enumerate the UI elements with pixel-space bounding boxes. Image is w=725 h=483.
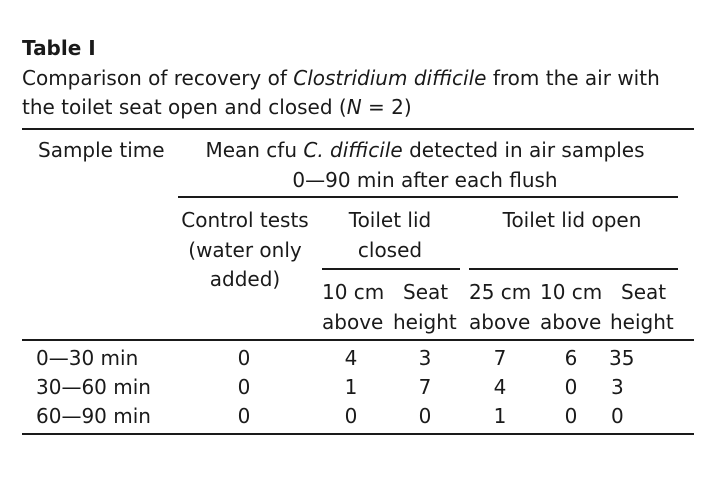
mean-cfu-header-line-2: 0—90 min after each flush [292, 168, 558, 192]
row-2-cell-closed-seat: 0 [418, 404, 432, 428]
sub-header-open-25cm-line-2: above [469, 310, 531, 334]
row-1-cell-control: 0 [237, 375, 251, 399]
row-1-cell-open-seat: 3 [611, 375, 624, 399]
row-2-cell-open-seat: 0 [611, 404, 624, 428]
sub-header-open-seat: Seat [621, 280, 667, 304]
row-0-cell-open-seat: 35 [609, 346, 635, 370]
control-tests-header: Control tests [181, 208, 309, 232]
table-caption-line-2: the toilet seat open and closed (N = 2) [22, 95, 412, 119]
row-1-cell-open-25cm: 4 [493, 375, 507, 399]
row-1-cell-open-10cm: 0 [564, 375, 578, 399]
sub-header-open-seat-line-2: height [610, 310, 674, 334]
row-1-cell-closed-seat: 7 [418, 375, 432, 399]
row-2-time: 60—90 min [36, 404, 151, 428]
sub-header-open-10cm: 10 cm [540, 280, 603, 304]
closed-rule [322, 268, 460, 270]
row-2-cell-closed-10cm: 0 [344, 404, 358, 428]
row-0-cell-open-10cm: 6 [564, 346, 578, 370]
row-1-time: 30—60 min [36, 375, 151, 399]
row-2-cell-open-10cm: 0 [564, 404, 578, 428]
row-0-cell-open-25cm: 7 [493, 346, 507, 370]
sub-header-closed-seat: Seat [403, 280, 449, 304]
row-2-cell-open-25cm: 1 [493, 404, 507, 428]
table-label: Table I [22, 36, 96, 60]
control-tests-header-line-2: (water only [188, 238, 302, 262]
row-0-cell-closed-10cm: 4 [344, 346, 358, 370]
lid-closed-header-line-2: closed [357, 238, 423, 262]
row-2-cell-control: 0 [237, 404, 251, 428]
sub-header-open-25cm: 25 cm [469, 280, 532, 304]
control-tests-header-line-3: added) [209, 267, 281, 291]
row-0-cell-closed-seat: 3 [418, 346, 432, 370]
open-rule [469, 268, 678, 270]
sub-header-closed-10cm-line-2: above [322, 310, 384, 334]
mean-cfu-header: Mean cfu C. difficile detected in air samples [205, 138, 645, 162]
bottom-rule [22, 433, 694, 435]
row-1-cell-closed-10cm: 1 [344, 375, 358, 399]
row-0-cell-control: 0 [237, 346, 251, 370]
row-0-time: 0—30 min [36, 346, 139, 370]
sub-header-open-10cm-line-2: above [540, 310, 602, 334]
table-caption-line-1: Comparison of recovery of Clostridium difficile from the air with [22, 66, 660, 90]
top-rule [22, 128, 694, 130]
spanner-rule [178, 196, 678, 198]
sub-header-closed-seat-line-2: height [393, 310, 457, 334]
sub-header-closed-10cm: 10 cm [322, 280, 385, 304]
header-rule [22, 339, 694, 341]
lid-closed-header: Toilet lid [348, 208, 432, 232]
sample-time-header: Sample time [38, 138, 165, 162]
lid-open-header: Toilet lid open [502, 208, 642, 232]
